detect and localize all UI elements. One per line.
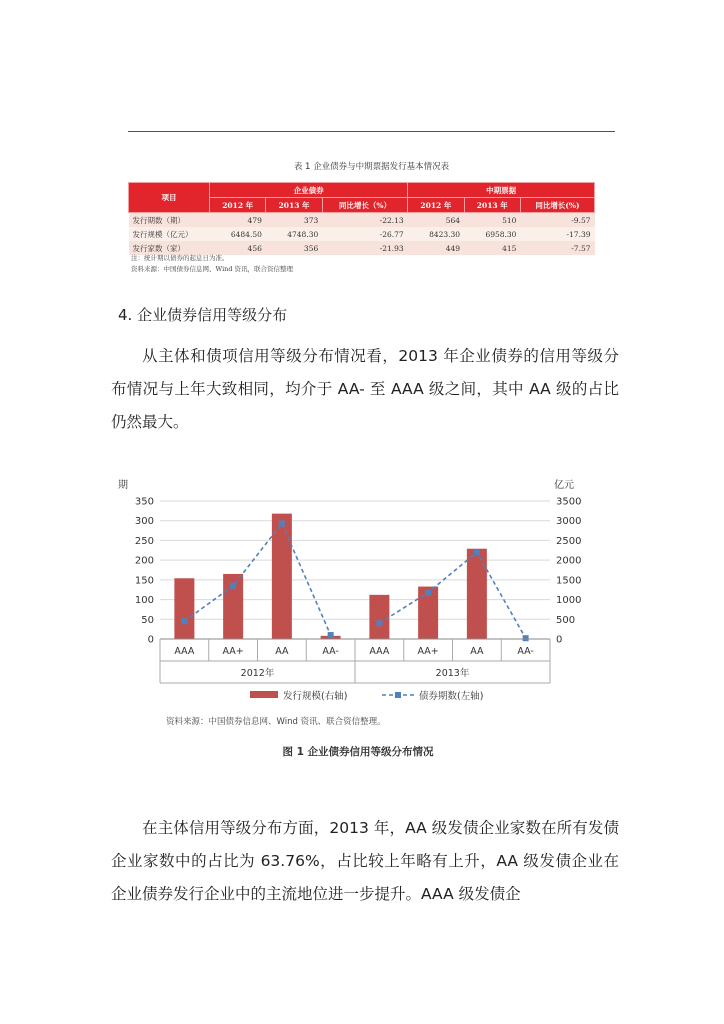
- table-note: 注：统计期以债券的起息日为准。: [131, 254, 229, 262]
- credit-rating-chart: [110, 474, 610, 710]
- line-point: [279, 520, 285, 526]
- left-tick-label: 50: [141, 614, 154, 626]
- legend-line-label: 债券期数(左轴): [419, 691, 484, 702]
- category-label: AA+: [417, 646, 439, 657]
- right-tick-label: 2500: [556, 535, 582, 547]
- row-label: 发行期数（期）: [129, 213, 210, 228]
- paragraph-text: 从主体和债项信用等级分布情况看，2013 年企业债券的信用等级分布情况与上年大致相同，均介于 AA- 至 AAA 级之间，其中 AA 级的占比仍然最大。: [111, 347, 619, 431]
- legend-bar-swatch: [250, 691, 278, 698]
- line-point: [425, 589, 431, 595]
- sub-header: 2012 年: [210, 198, 266, 213]
- paragraph-2: [111, 812, 619, 911]
- section-heading: 4. 企业债券信用等级分布: [118, 306, 288, 324]
- left-tick-label: 150: [134, 575, 154, 587]
- left-axis-label: 期: [118, 480, 128, 491]
- stats-table: [128, 182, 595, 255]
- line-point: [230, 583, 236, 589]
- line-point: [181, 618, 187, 624]
- paragraph-text: 在主体信用等级分布方面，2013 年，AA 级发债企业家数在所有发债企业家数中的占比为 63.76%，占比较上年略有上升，AA 级发债企业在企业债券发行企业中的主流地位进一步提升。AAA 级发债企: [111, 819, 619, 903]
- sub-header: 同比增长(%): [520, 198, 594, 213]
- table-cell: 6484.50: [210, 227, 266, 241]
- table-cell: 510: [464, 213, 520, 228]
- category-label: AA: [275, 646, 289, 657]
- category-label: AA-: [322, 646, 339, 657]
- item-header: 项目: [129, 183, 210, 213]
- table-cell: 456: [210, 241, 266, 255]
- left-tick-label: 100: [134, 595, 154, 607]
- table-cell: 4748.30: [266, 227, 322, 241]
- line-point: [376, 620, 382, 626]
- sub-header: 2012 年: [408, 198, 464, 213]
- right-tick-label: 1000: [556, 595, 582, 607]
- group-label: 2013年: [435, 668, 470, 679]
- bar: [467, 549, 487, 639]
- table-cell: 6958.30: [464, 227, 520, 241]
- bar: [174, 578, 194, 639]
- row-label: 发行规模（亿元）: [129, 227, 210, 241]
- table-cell: 356: [266, 241, 322, 255]
- table-cell: -26.77: [322, 227, 407, 241]
- paragraph-1: [111, 340, 619, 439]
- category-label: AA-: [517, 646, 534, 657]
- line-point: [523, 635, 529, 641]
- table-cell: 564: [408, 213, 464, 228]
- table-cell: -21.93: [322, 241, 407, 255]
- table-cell: -7.57: [520, 241, 594, 255]
- table-cell: 449: [408, 241, 464, 255]
- sub-header: 同比增长（%）: [322, 198, 407, 213]
- table-row: [129, 227, 595, 241]
- table-cell: -17.39: [520, 227, 594, 241]
- right-tick-label: 500: [556, 614, 576, 626]
- chart-grid: [160, 501, 550, 639]
- category-label: AAA: [174, 646, 195, 657]
- right-tick-label: 0: [556, 634, 563, 646]
- right-tick-label: 2000: [556, 555, 582, 567]
- table-cell: 8423.30: [408, 227, 464, 241]
- category-label: AAA: [369, 646, 390, 657]
- table-row: [129, 213, 595, 228]
- group-label: 2012年: [240, 668, 275, 679]
- row-label: 发行家数（家）: [129, 241, 210, 255]
- left-tick-label: 200: [134, 555, 154, 567]
- right-axis-ticks: [556, 497, 581, 646]
- right-tick-label: 3000: [556, 516, 582, 528]
- left-axis-ticks: [135, 497, 154, 646]
- series-line: [379, 552, 525, 638]
- right-axis-label: 亿元: [554, 480, 574, 491]
- table-cell: 373: [266, 213, 322, 228]
- group-header-bonds: 企业债券: [210, 183, 408, 198]
- right-tick-label: 3500: [556, 496, 582, 508]
- table-source: 资料来源：中国债券信息网、Wind 资讯，联合资信整理: [131, 265, 294, 273]
- line-point: [474, 549, 480, 555]
- category-label: AA+: [222, 646, 244, 657]
- left-tick-label: 0: [147, 634, 154, 646]
- bar: [369, 595, 389, 639]
- sub-header: 2013 年: [266, 198, 322, 213]
- figure-source: 资料来源：中国债券信息网、Wind 资讯、联合资信整理。: [166, 717, 386, 727]
- table-cell: 479: [210, 213, 266, 228]
- table-cell: 415: [464, 241, 520, 255]
- sub-header: 2013 年: [464, 198, 520, 213]
- legend: [250, 690, 483, 702]
- right-tick-label: 1500: [556, 575, 582, 587]
- chart-axes: [160, 639, 550, 683]
- left-tick-label: 350: [134, 496, 154, 508]
- table-title: 表 1 企业债券与中期票据发行基本情况表: [293, 162, 450, 172]
- table-cell: -9.57: [520, 213, 594, 228]
- bar-series: [174, 514, 487, 639]
- category-label: AA: [470, 646, 484, 657]
- table-cell: -22.13: [322, 213, 407, 228]
- category-labels: [174, 646, 534, 657]
- group-header-mtn: 中期票据: [408, 183, 595, 198]
- figure-caption: 图 1 企业债券信用等级分布情况: [282, 746, 434, 758]
- line-point: [328, 632, 334, 638]
- top-rule: [128, 131, 615, 132]
- left-tick-label: 250: [134, 535, 154, 547]
- legend-line-marker: [395, 692, 401, 698]
- left-tick-label: 300: [134, 516, 154, 528]
- legend-bar-label: 发行规模(右轴): [283, 691, 348, 702]
